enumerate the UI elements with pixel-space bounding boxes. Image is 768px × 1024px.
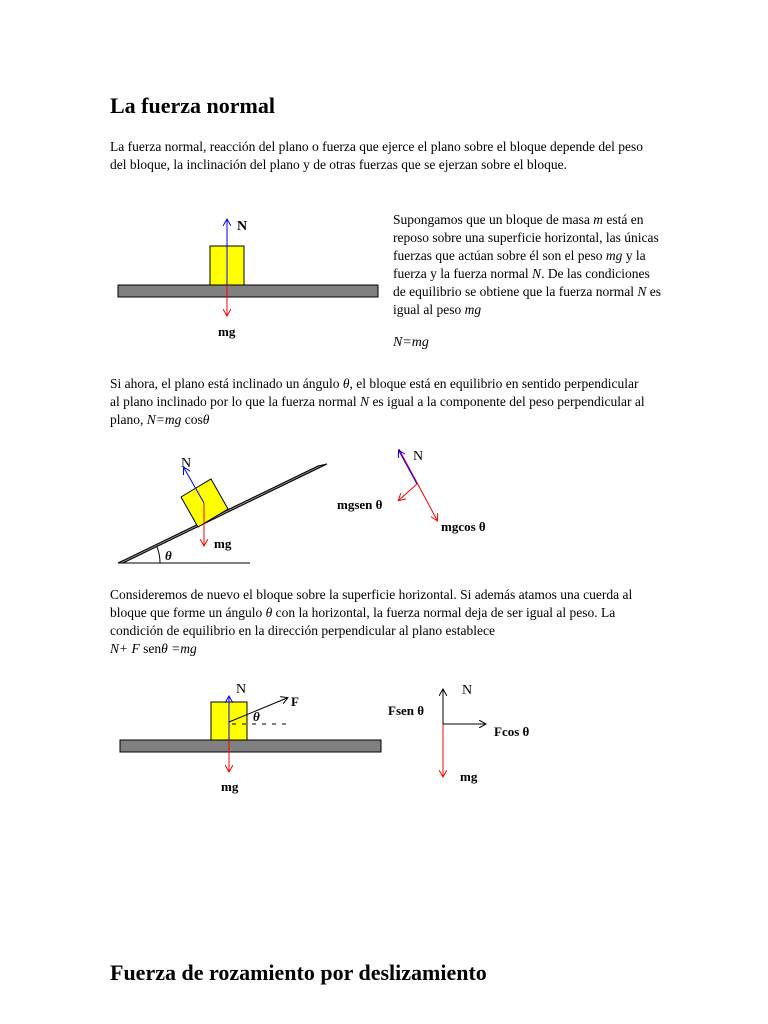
horizontal-plane	[118, 285, 378, 297]
comp3-label-n: N	[462, 683, 473, 698]
rope-label-mg: mg	[221, 779, 239, 794]
equation-n-mg: N=mg	[393, 335, 429, 350]
inclined-paragraph: Si ahora, el plano está inclinado un ángulo θ, el bloque está en equilibrio en sentido perpendicular al plano inclinado por lo que la fuerza normal N es igual a la componente del peso perpendicular al plano, N=mg cosθ	[110, 376, 645, 427]
section-title-friction: Fuerza de rozamiento por deslizamiento	[110, 960, 487, 985]
inclined-label-n: N	[181, 456, 192, 471]
label-mg: mg	[218, 324, 236, 339]
comp-label-n: N	[413, 449, 424, 464]
rope-paragraph: Consideremos de nuevo el bloque sobre la superficie horizontal. Si además atamos una cuerda al bloque que forme un ángulo θ con la horizontal, la fuerza normal deja de ser igual al peso. La condición de equilibrio en la dirección perpendicular al plano establece N+ F senθ =mg	[110, 587, 633, 656]
rope-label-theta: θ	[253, 709, 260, 724]
comp3-label-mg: mg	[460, 769, 478, 784]
comp-sen-arrow	[399, 484, 417, 500]
rope-label-f: F	[291, 694, 299, 709]
rope-label-n: N	[236, 682, 247, 697]
intro-paragraph: La fuerza normal, reacción del plano o fuerza que ejerce el plano sobre el bloque depende del peso del bloque, la inclinación del plano y de otras fuerzas que se ejerzan sobre el bloque.	[110, 139, 643, 172]
comp-label-sen: mgsen θ	[337, 497, 383, 512]
comp3-label-fsen: Fsen θ	[388, 703, 425, 718]
label-n: N	[237, 219, 248, 234]
angle-arc	[157, 547, 160, 563]
horizontal-paragraph: Supongamos que un bloque de masa m está en reposo sobre una superficie horizontal, las únicas fuerzas que actúan sobre él son el peso mg y la fuerza y la fuerza normal N. De las condiciones de equilibrio se obtiene que la fuerza normal N es igual al peso mg	[393, 212, 662, 317]
rope-plane	[120, 740, 381, 752]
inclined-label-theta: θ	[165, 548, 172, 563]
page-title: La fuerza normal	[110, 93, 275, 118]
inclined-label-mg: mg	[214, 536, 232, 551]
comp3-label-fcos: Fcos θ	[494, 724, 530, 739]
comp-label-cos: mgcos θ	[441, 519, 486, 534]
